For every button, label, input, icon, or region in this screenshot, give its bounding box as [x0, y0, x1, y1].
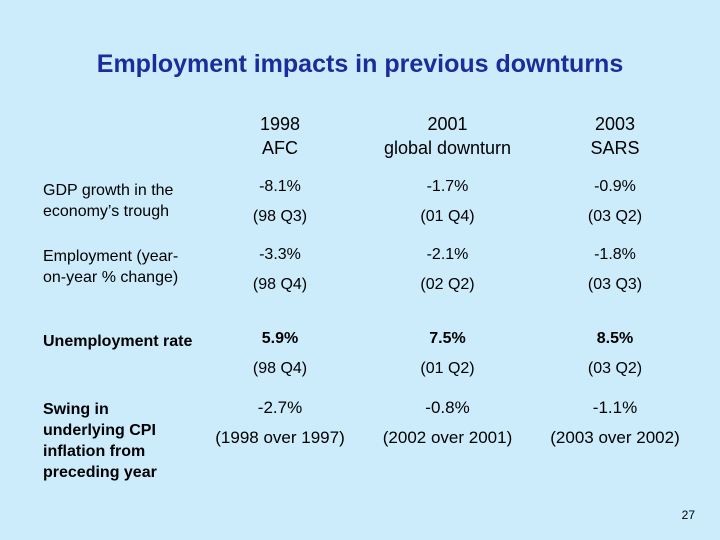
- table-cell: [365, 240, 530, 300]
- cell-period: (98 Q4): [252, 360, 308, 377]
- cell-period: (98 Q4): [252, 276, 308, 293]
- cell-period: (01 Q4): [420, 208, 475, 225]
- cell-period: (1998 over 1997): [215, 428, 345, 447]
- slide-title: Employment impacts in previous downturns: [96, 50, 624, 78]
- cell-value: 8.5%: [596, 330, 634, 347]
- table-cell: [535, 240, 695, 300]
- cell-value: 7.5%: [429, 330, 466, 347]
- column-header-2003-sars: [535, 112, 695, 160]
- cell-value: 5.9%: [261, 330, 299, 347]
- cell-period: (01 Q2): [420, 360, 475, 377]
- cell-value: -1.8%: [594, 246, 636, 263]
- column-header-2001-global-downturn: [365, 112, 530, 160]
- row-label-gdp-growth: GDP growth in the economy’s trough: [43, 182, 174, 220]
- table-cell: [200, 324, 360, 384]
- cell-value: -3.3%: [259, 246, 301, 263]
- cell-value: -8.1%: [259, 178, 301, 195]
- cell-value: -1.7%: [426, 178, 469, 195]
- column-header-1998-afc: [200, 112, 360, 160]
- table-cell: [200, 240, 360, 300]
- cell-period: (98 Q3): [252, 208, 308, 225]
- cell-period: (03 Q2): [587, 208, 643, 225]
- table-cell: [535, 172, 695, 232]
- cell-period: (2002 over 2001): [382, 428, 513, 447]
- cell-value: -2.7%: [257, 398, 303, 417]
- row-label-cpi-inflation-swing: Swing in underlying CPI inflation from preceding year: [43, 401, 157, 481]
- column-header-event: global downturn: [383, 138, 512, 158]
- cell-period: (03 Q3): [587, 276, 643, 293]
- table-cell: [365, 393, 530, 453]
- column-header-year: 2003: [594, 114, 636, 134]
- table-cell: [200, 172, 360, 232]
- row-label-unemployment-rate: Unemployment rate: [43, 333, 193, 350]
- cell-period: (2003 over 2002): [550, 428, 680, 447]
- cell-value: -1.1%: [592, 398, 638, 417]
- table-cell: [365, 172, 530, 232]
- table-cell: [200, 393, 360, 453]
- column-header-event: AFC: [262, 138, 298, 158]
- cell-value: -0.9%: [594, 178, 636, 195]
- page-number: 27: [681, 508, 695, 522]
- cell-value: -2.1%: [426, 246, 469, 263]
- cell-period: (02 Q2): [420, 276, 475, 293]
- cell-value: -0.8%: [425, 398, 470, 417]
- table-cell: [535, 393, 695, 453]
- table-cell: [365, 324, 530, 384]
- column-header-year: 1998: [259, 114, 301, 134]
- row-label-employment: Employment (year-on-year % change): [43, 248, 179, 286]
- table-cell: [535, 324, 695, 384]
- column-header-year: 2001: [427, 114, 468, 134]
- column-header-event: SARS: [590, 138, 640, 158]
- cell-period: (03 Q2): [587, 360, 643, 377]
